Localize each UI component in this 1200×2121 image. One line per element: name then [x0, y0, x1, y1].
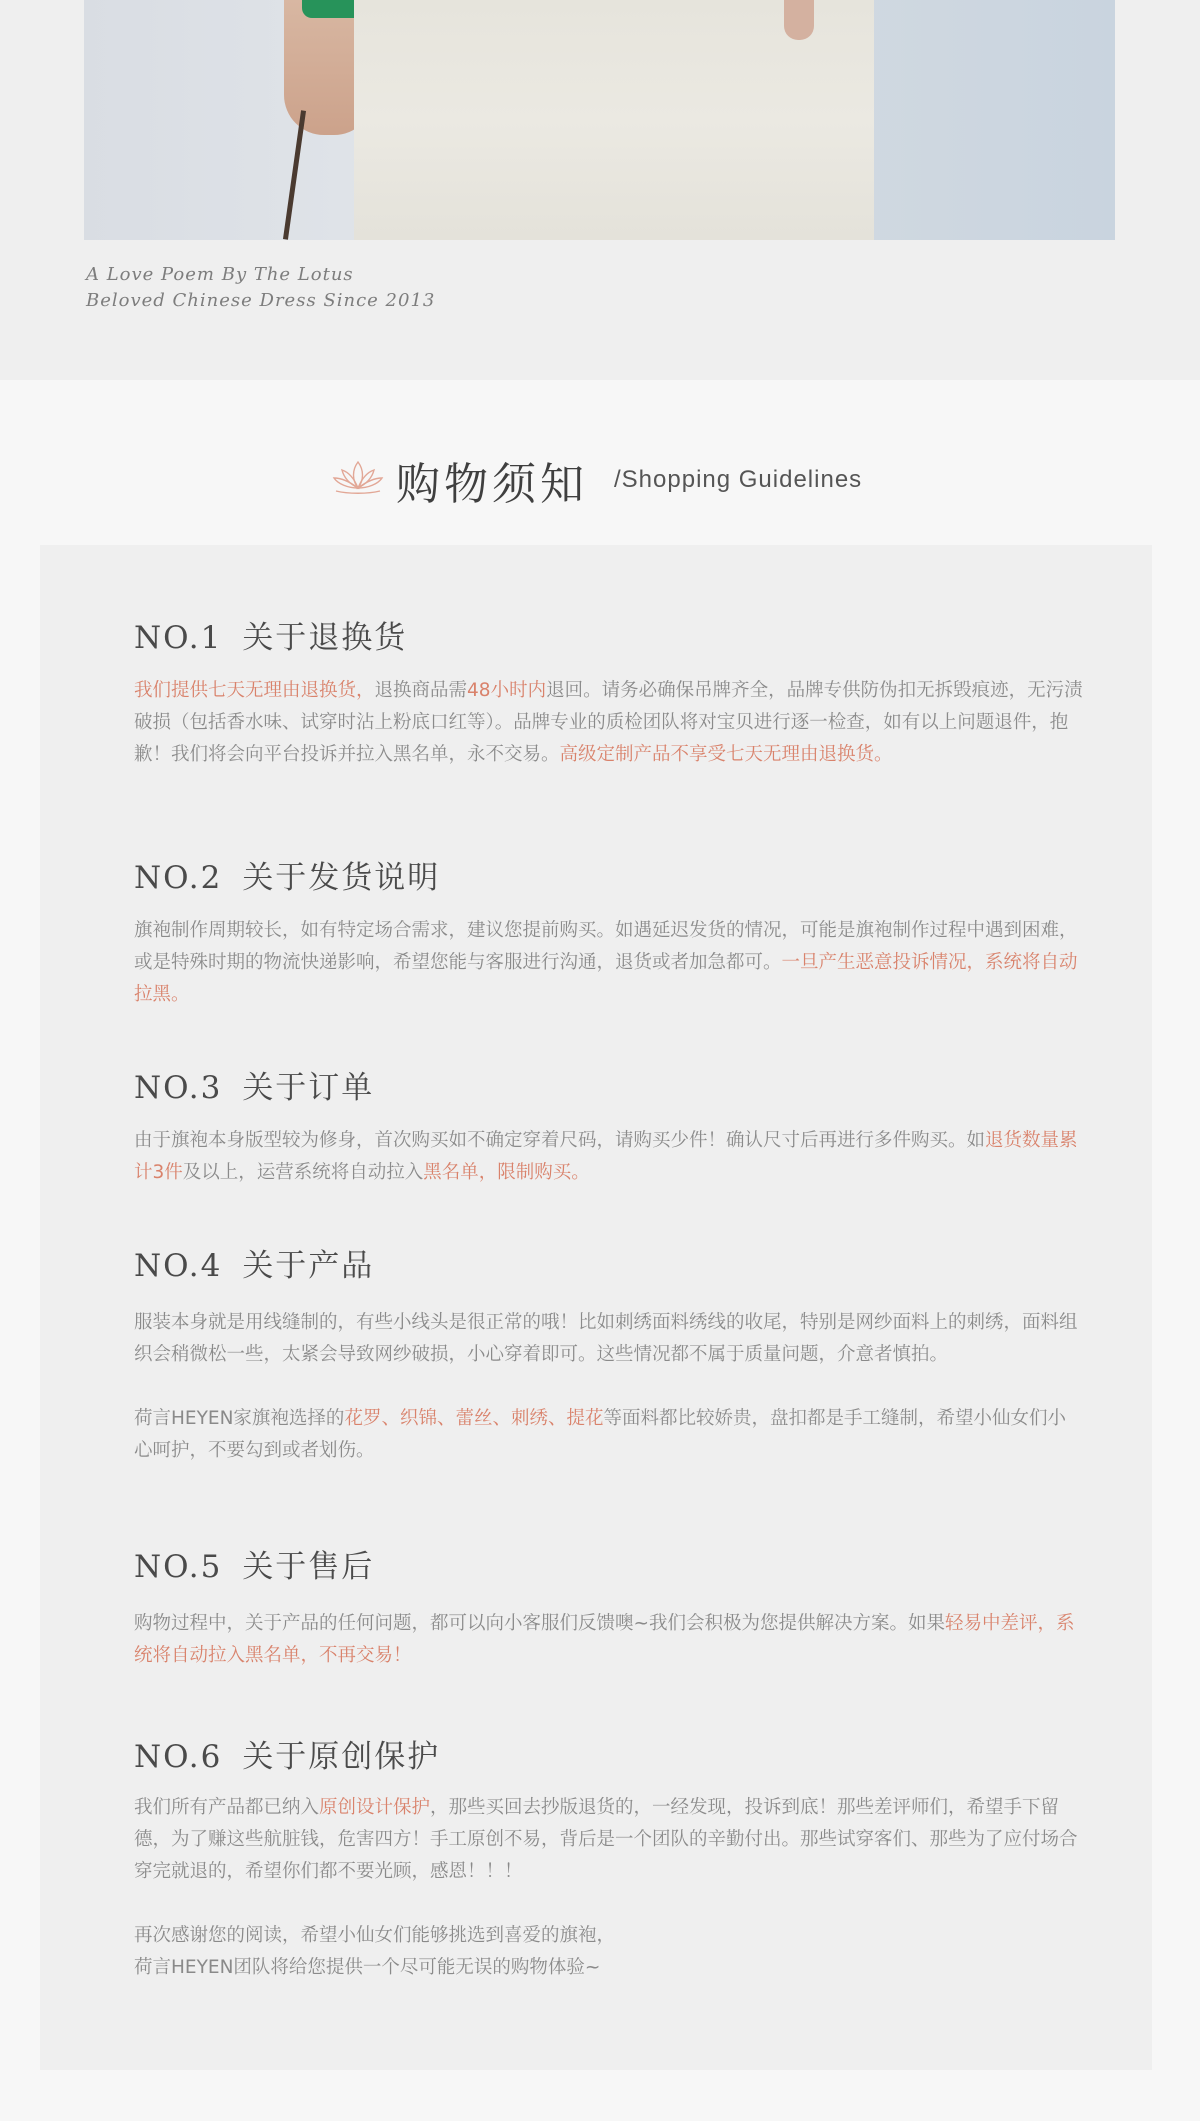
guideline-heading — [134, 612, 1084, 657]
guideline-text — [134, 915, 1084, 1011]
product-photo — [84, 0, 1115, 240]
guideline-heading — [134, 1240, 1084, 1285]
hero-caption — [86, 262, 435, 314]
guideline-heading — [134, 852, 1084, 897]
caption-line-2: Beloved Chinese Dress Since 2013 — [86, 290, 436, 311]
body-text: 退换商品需 — [374, 680, 468, 701]
guideline-item — [134, 1062, 1084, 1189]
body-text: 荷言HEYEN家旗袍选择的 — [134, 1408, 345, 1429]
guideline-title: 关于产品 — [242, 1248, 375, 1284]
guideline-item — [134, 1541, 1084, 1672]
heading-title-en: /Shopping Guidelines — [614, 466, 863, 493]
guideline-title: 关于原创保护 — [242, 1739, 441, 1775]
photo-hand — [784, 0, 814, 40]
guideline-text — [134, 1608, 1084, 1672]
highlight-text: 轻易中差评，系统将自动拉入黑名单，不再交易！ — [134, 1613, 1075, 1666]
guideline-heading — [134, 1062, 1084, 1107]
highlight-text: 我们提供七天无理由退换货， — [134, 680, 375, 701]
highlight-text: 花罗、织锦、蕾丝、刺绣、提花 — [344, 1408, 604, 1429]
body-text: 等面料都比较娇贵，盘扣都是手工缝制，希望小仙女们小心呵护，不要勾到或者划伤。 — [134, 1408, 1066, 1461]
hero-banner — [0, 0, 1200, 380]
highlight-text: 一旦产生恶意投诉情况，系统将自动拉黑。 — [134, 952, 1078, 1005]
guideline-title: 关于订单 — [242, 1070, 375, 1106]
body-text: 购物过程中，关于产品的任何问题，都可以向小客服们反馈噢~我们会积极为您提供解决方案。如果 — [134, 1613, 946, 1634]
guideline-text — [134, 1403, 1084, 1467]
guideline-text — [134, 1125, 1084, 1189]
guideline-number: NO.2 — [134, 860, 223, 896]
guideline-heading — [134, 1731, 1084, 1776]
guideline-text — [134, 1307, 1084, 1371]
guideline-title: 关于发货说明 — [242, 860, 441, 896]
guideline-item — [134, 1240, 1084, 1467]
body-text: 服装本身就是用线缝制的，有些小线头是很正常的哦！比如刺绣面料绣线的收尾，特别是网纱面料上的刺绣，面料组织会稍微松一些，太紧会导致网纱破损，小心穿着即可。这些情况都不属于质量问题，介意者慎拍。 — [134, 1312, 1078, 1365]
body-text: ，那些买回去抄版退货的，一经发现，投诉到底！那些差评师们，希望手下留德，为了赚这些航脏钱，危害四方！手工原创不易，背后是一个团队的辛勤付出。那些试穿客们、那些为了应付场合穿完就退的，希望你们都不要光顾，感恩！！！ — [134, 1797, 1078, 1882]
body-text: 退回。请务必确保吊牌齐全，品牌专供防伪扣无拆毁痕迹，无污渍破损（包括香水味、试穿时沾上粉底口红等）。品牌专业的质检团队将对宝贝进行逐一检查，如有以上问题退件，抱歉！我们将会向平台投诉并拉入黑名单，永不交易。 — [134, 680, 1083, 765]
lotus-icon — [330, 456, 386, 496]
guideline-item — [134, 612, 1084, 771]
guideline-item — [134, 852, 1084, 1011]
guideline-number: NO.1 — [134, 620, 223, 656]
body-text: 再次感谢您的阅读，希望小仙女们能够挑选到喜爱的旗袍， 荷言HEYEN团队将给您提供一个尽可能无误的购物体验~ — [134, 1925, 616, 1978]
guideline-item — [134, 1731, 1084, 1984]
heading-title-cn: 购物须知 — [396, 459, 588, 510]
guideline-text — [134, 1792, 1084, 1888]
guideline-number: NO.3 — [134, 1070, 223, 1106]
body-text: 及以上，运营系统将自动拉入 — [182, 1162, 424, 1183]
guideline-number: NO.5 — [134, 1549, 223, 1585]
body-text: 由于旗袍本身版型较为修身，首次购买如不确定穿着尺码，请购买少件！确认尺寸后再进行多件购买。如 — [134, 1130, 986, 1151]
guideline-text — [134, 675, 1084, 771]
caption-line-1: A Love Poem By The Lotus — [86, 264, 354, 285]
guideline-heading — [134, 1541, 1084, 1586]
guideline-number: NO.6 — [134, 1739, 223, 1775]
guideline-title: 关于退换货 — [242, 620, 408, 656]
guideline-number: NO.4 — [134, 1248, 223, 1284]
highlight-text: 高级定制产品不享受七天无理由退换货。 — [559, 744, 893, 765]
highlight-text: 退货数量累计3件 — [134, 1130, 1078, 1183]
guideline-title: 关于售后 — [242, 1549, 375, 1585]
highlight-text: 48小时内 — [467, 680, 547, 701]
highlight-text: 黑名单，限制购买。 — [423, 1162, 590, 1183]
guideline-text — [134, 1920, 1084, 1984]
body-text: 我们所有产品都已纳入 — [134, 1797, 320, 1818]
section-heading — [0, 456, 1200, 510]
highlight-text: 原创设计保护 — [319, 1797, 431, 1818]
photo-branch — [283, 110, 306, 239]
body-text: 旗袍制作周期较长，如有特定场合需求，建议您提前购买。如遇延迟发货的情况，可能是旗袍制作过程中遇到困难，或是特殊时期的物流快递影响，希望您能与客服进行沟通，退货或者加急都可。 — [134, 920, 1078, 973]
